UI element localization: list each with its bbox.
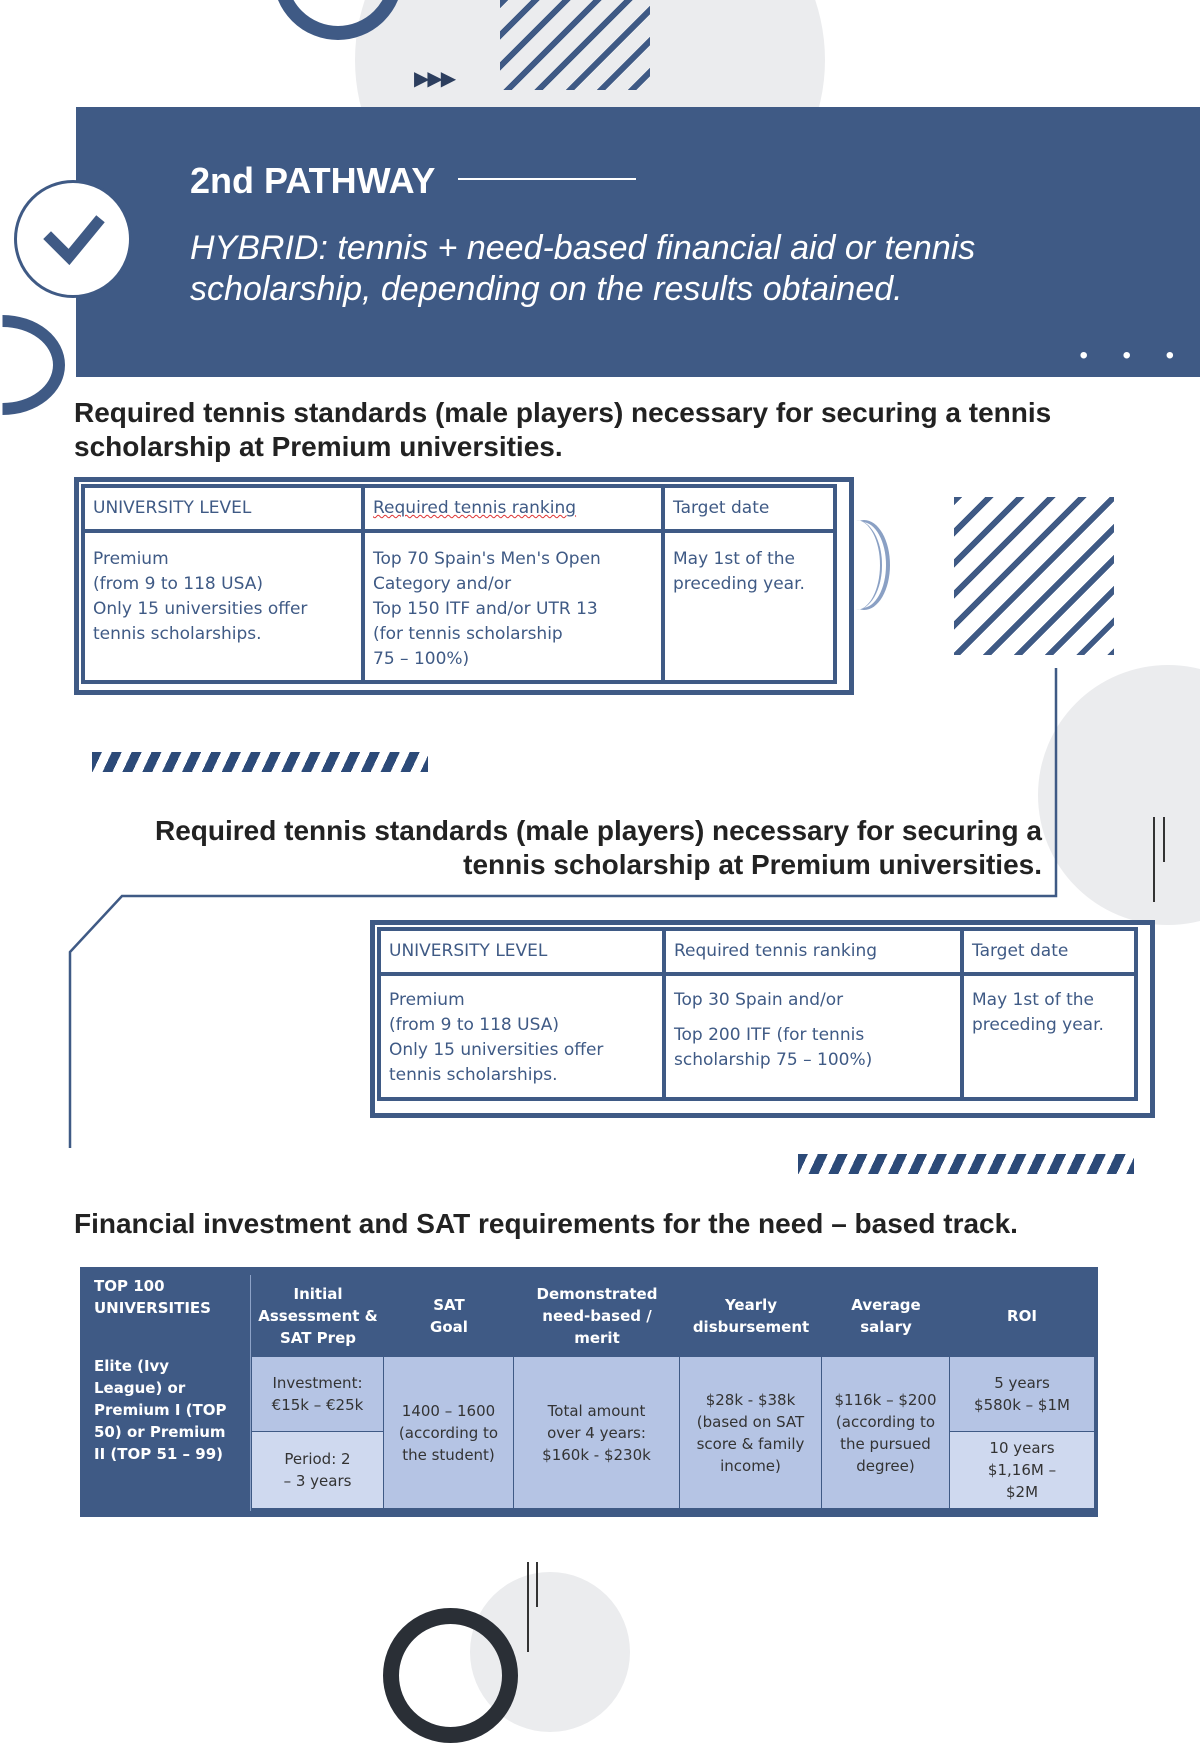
col-header-ranking: Required tennis ranking [664, 929, 962, 974]
cell-ranking [664, 974, 962, 1099]
arrows-icon: ▶▶▶ [414, 68, 455, 90]
level-line: Premium [389, 990, 465, 1010]
level-line: tennis scholarships. [389, 1065, 558, 1085]
pathway-title: 2nd PATHWAY [190, 160, 436, 201]
level-line: tennis scholarships. [93, 624, 262, 644]
fin-header-salary: Average salary [851, 1296, 921, 1336]
decor-ring-bottom [383, 1608, 518, 1743]
ranking-line: 75 – 100%) [373, 649, 470, 669]
decor-ring-left [0, 315, 65, 415]
level-line: Premium [93, 549, 169, 569]
decor-lines-bottom-2 [536, 1562, 538, 1607]
ranking-line: Top 70 Spain's Men's Open [373, 549, 601, 569]
level-line: (from 9 to 118 USA) [93, 574, 263, 594]
dash-divider-2 [798, 1154, 1134, 1174]
fin-cell-total: Total amount over 4 years: $160k - $230k [514, 1357, 679, 1508]
ranking-line: Category and/or [373, 574, 512, 594]
col-header-target: Target date [663, 486, 835, 531]
fin-header-yearly: Yearly disbursement [692, 1296, 810, 1336]
col-header-level: UNIVERSITY LEVEL [83, 486, 363, 531]
fin-col0-body: Elite (Ivy League) or Premium I (TOP 50) or Premium II (TOP 51 – 99) [94, 1357, 227, 1463]
fin-col0-divider [250, 1275, 251, 1511]
fin-cell-sat: 1400 – 1600 (according to the student) [384, 1357, 513, 1508]
col-header-level: UNIVERSITY LEVEL [379, 929, 664, 974]
standards-table-2 [370, 920, 1155, 1118]
decor-lines-right-2 [1163, 817, 1165, 862]
check-icon [14, 180, 132, 298]
fin-header-need: Demonstrated need-based / merit [536, 1285, 658, 1347]
cell-level [379, 974, 664, 1099]
col-header-target: Target date [962, 929, 1136, 974]
ranking-line: scholarship 75 – 100%) [674, 1050, 873, 1070]
decor-lines-right [1153, 817, 1155, 902]
ranking-line: Top 150 ITF and/or UTR 13 [373, 599, 598, 619]
decor-circle-right [1038, 665, 1200, 925]
cell-ranking [363, 531, 663, 682]
target-line: May 1st of the [972, 990, 1094, 1010]
finance-table [80, 1267, 1098, 1517]
pathway-subtitle: HYBRID: tennis + need-based financial aid or tennis scholarship, depending on the results obtained. [190, 229, 976, 308]
cell-level [83, 531, 363, 682]
level-line: (from 9 to 118 USA) [389, 1015, 559, 1035]
decor-stripes-top [500, 0, 650, 90]
section2-heading-line2: tennis scholarship at Premium universities. [463, 849, 1042, 880]
fin-cell-roi-5: 5 years $580k – $1M [950, 1357, 1094, 1431]
col-header-ranking: Required tennis ranking [363, 486, 663, 531]
fin-header-roi: ROI [1007, 1307, 1037, 1325]
fin-cell-period: Period: 2 – 3 years [252, 1432, 383, 1508]
section1-heading: Required tennis standards (male players) necessary for securing a tennis scholarship at Premium universities. [74, 397, 1052, 462]
dash-divider-1 [92, 752, 428, 772]
ranking-line: (for tennis scholarship [373, 624, 563, 644]
fin-header-sat: SAT Goal [430, 1296, 468, 1336]
section2-heading-line1: Required tennis standards (male players) necessary for securing a [154, 815, 1042, 846]
fin-col0-header: TOP 100 UNIVERSITIES [94, 1277, 211, 1317]
fin-cell-salary: $116k – $200 (according to the pursued degree) [822, 1357, 949, 1508]
target-line: preceding year. [673, 574, 805, 594]
dots-icon: • • • [1079, 342, 1188, 369]
cell-target [962, 974, 1136, 1099]
section3-heading: Financial investment and SAT requirements for the need – based track. [74, 1208, 1018, 1239]
decor-lines-bottom [527, 1562, 529, 1652]
fin-header-assessment: Initial Assessment & SAT Prep [258, 1285, 378, 1347]
decor-stripes-right [954, 497, 1114, 655]
ranking-line: Top 30 Spain and/or [674, 990, 844, 1010]
fin-cell-yearly: $28k - $38k (based on SAT score & family income) [680, 1357, 821, 1508]
target-line: preceding year. [972, 1015, 1104, 1035]
level-line: Only 15 universities offer [389, 1040, 604, 1060]
target-line: May 1st of the [673, 549, 795, 569]
level-line: Only 15 universities offer [93, 599, 308, 619]
fin-cell-investment: Investment: €15k – €25k [252, 1357, 383, 1431]
title-underline [458, 178, 636, 180]
ranking-line: Top 200 ITF (for tennis [674, 1025, 865, 1045]
cell-target [663, 531, 835, 682]
fin-cell-roi-10: 10 years $1,16M – $2M [950, 1432, 1094, 1508]
standards-table-1 [74, 477, 854, 695]
